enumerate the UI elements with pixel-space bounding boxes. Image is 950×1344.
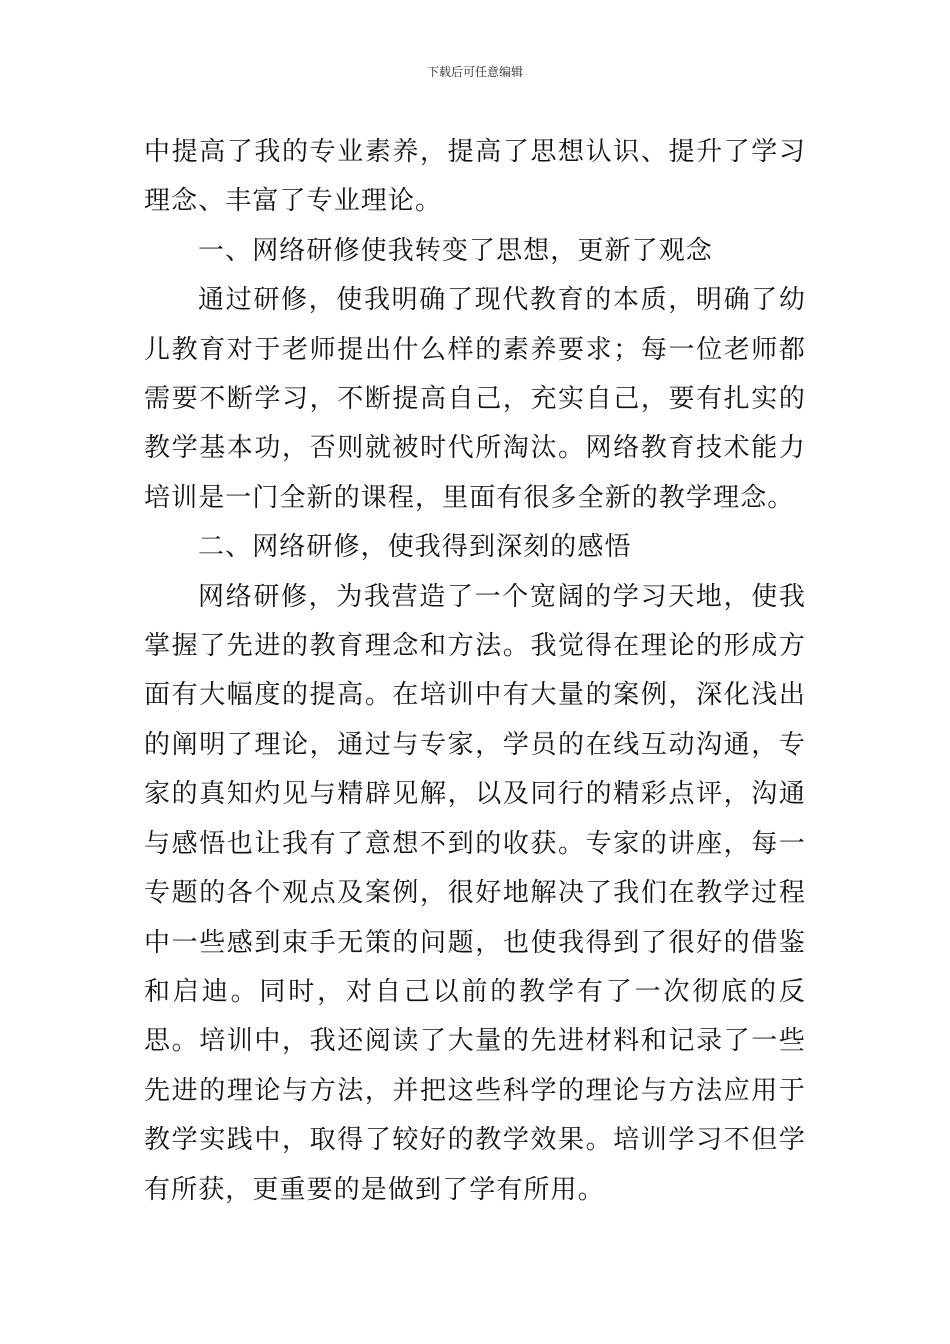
- section-heading-2: 二、网络研修，使我得到深刻的感悟: [198, 532, 632, 563]
- section-heading-1: 一、网络研修使我转变了思想，更新了观念: [198, 235, 713, 266]
- paragraph-3: 网络研修，为我营造了一个宽阔的学习天地，使我掌握了先进的教育理念和方法。我觉得在理论的形成方面有大幅度的提高。在培训中有大量的案例，深化浅出的阐明了理论，通过与专家，学员的在线互动沟通，专家的真知灼见与精辟见解，以及同行的精彩点评，沟通与感悟也让我有了意想不到的收获。专家的讲座，每一专题的各个观点及案例，很好地解决了我们在教学过程中一些感到束手无策的问题，也使我得到了很好的借鉴和启迪。同时，对自己以前的教学有了一次彻底的反思。培训中，我还阅读了大量的先进材料和记录了一些先进的理论与方法，并把这些科学的理论与方法应用于教学实践中，取得了较好的教学效果。培训学习不但学有所获，更重要的是做到了学有所用。: [144, 581, 806, 1205]
- paragraph-2: 通过研修，使我明确了现代教育的本质，明确了幼儿教育对于老师提出什么样的素养要求；每一位老师都需要不断学习，不断提高自己，充实自己，要有扎实的教学基本功，否则就被时代所淘汰。网络教育技术能力培训是一门全新的课程，里面有很多全新的教学理念。: [144, 285, 806, 513]
- paragraph-1: 中提高了我的专业素养，提高了思想认识、提升了学习理念、丰富了专业理论。: [144, 137, 806, 217]
- page-header: 下载后可任意编辑: [426, 65, 523, 79]
- document-body: [144, 128, 806, 1215]
